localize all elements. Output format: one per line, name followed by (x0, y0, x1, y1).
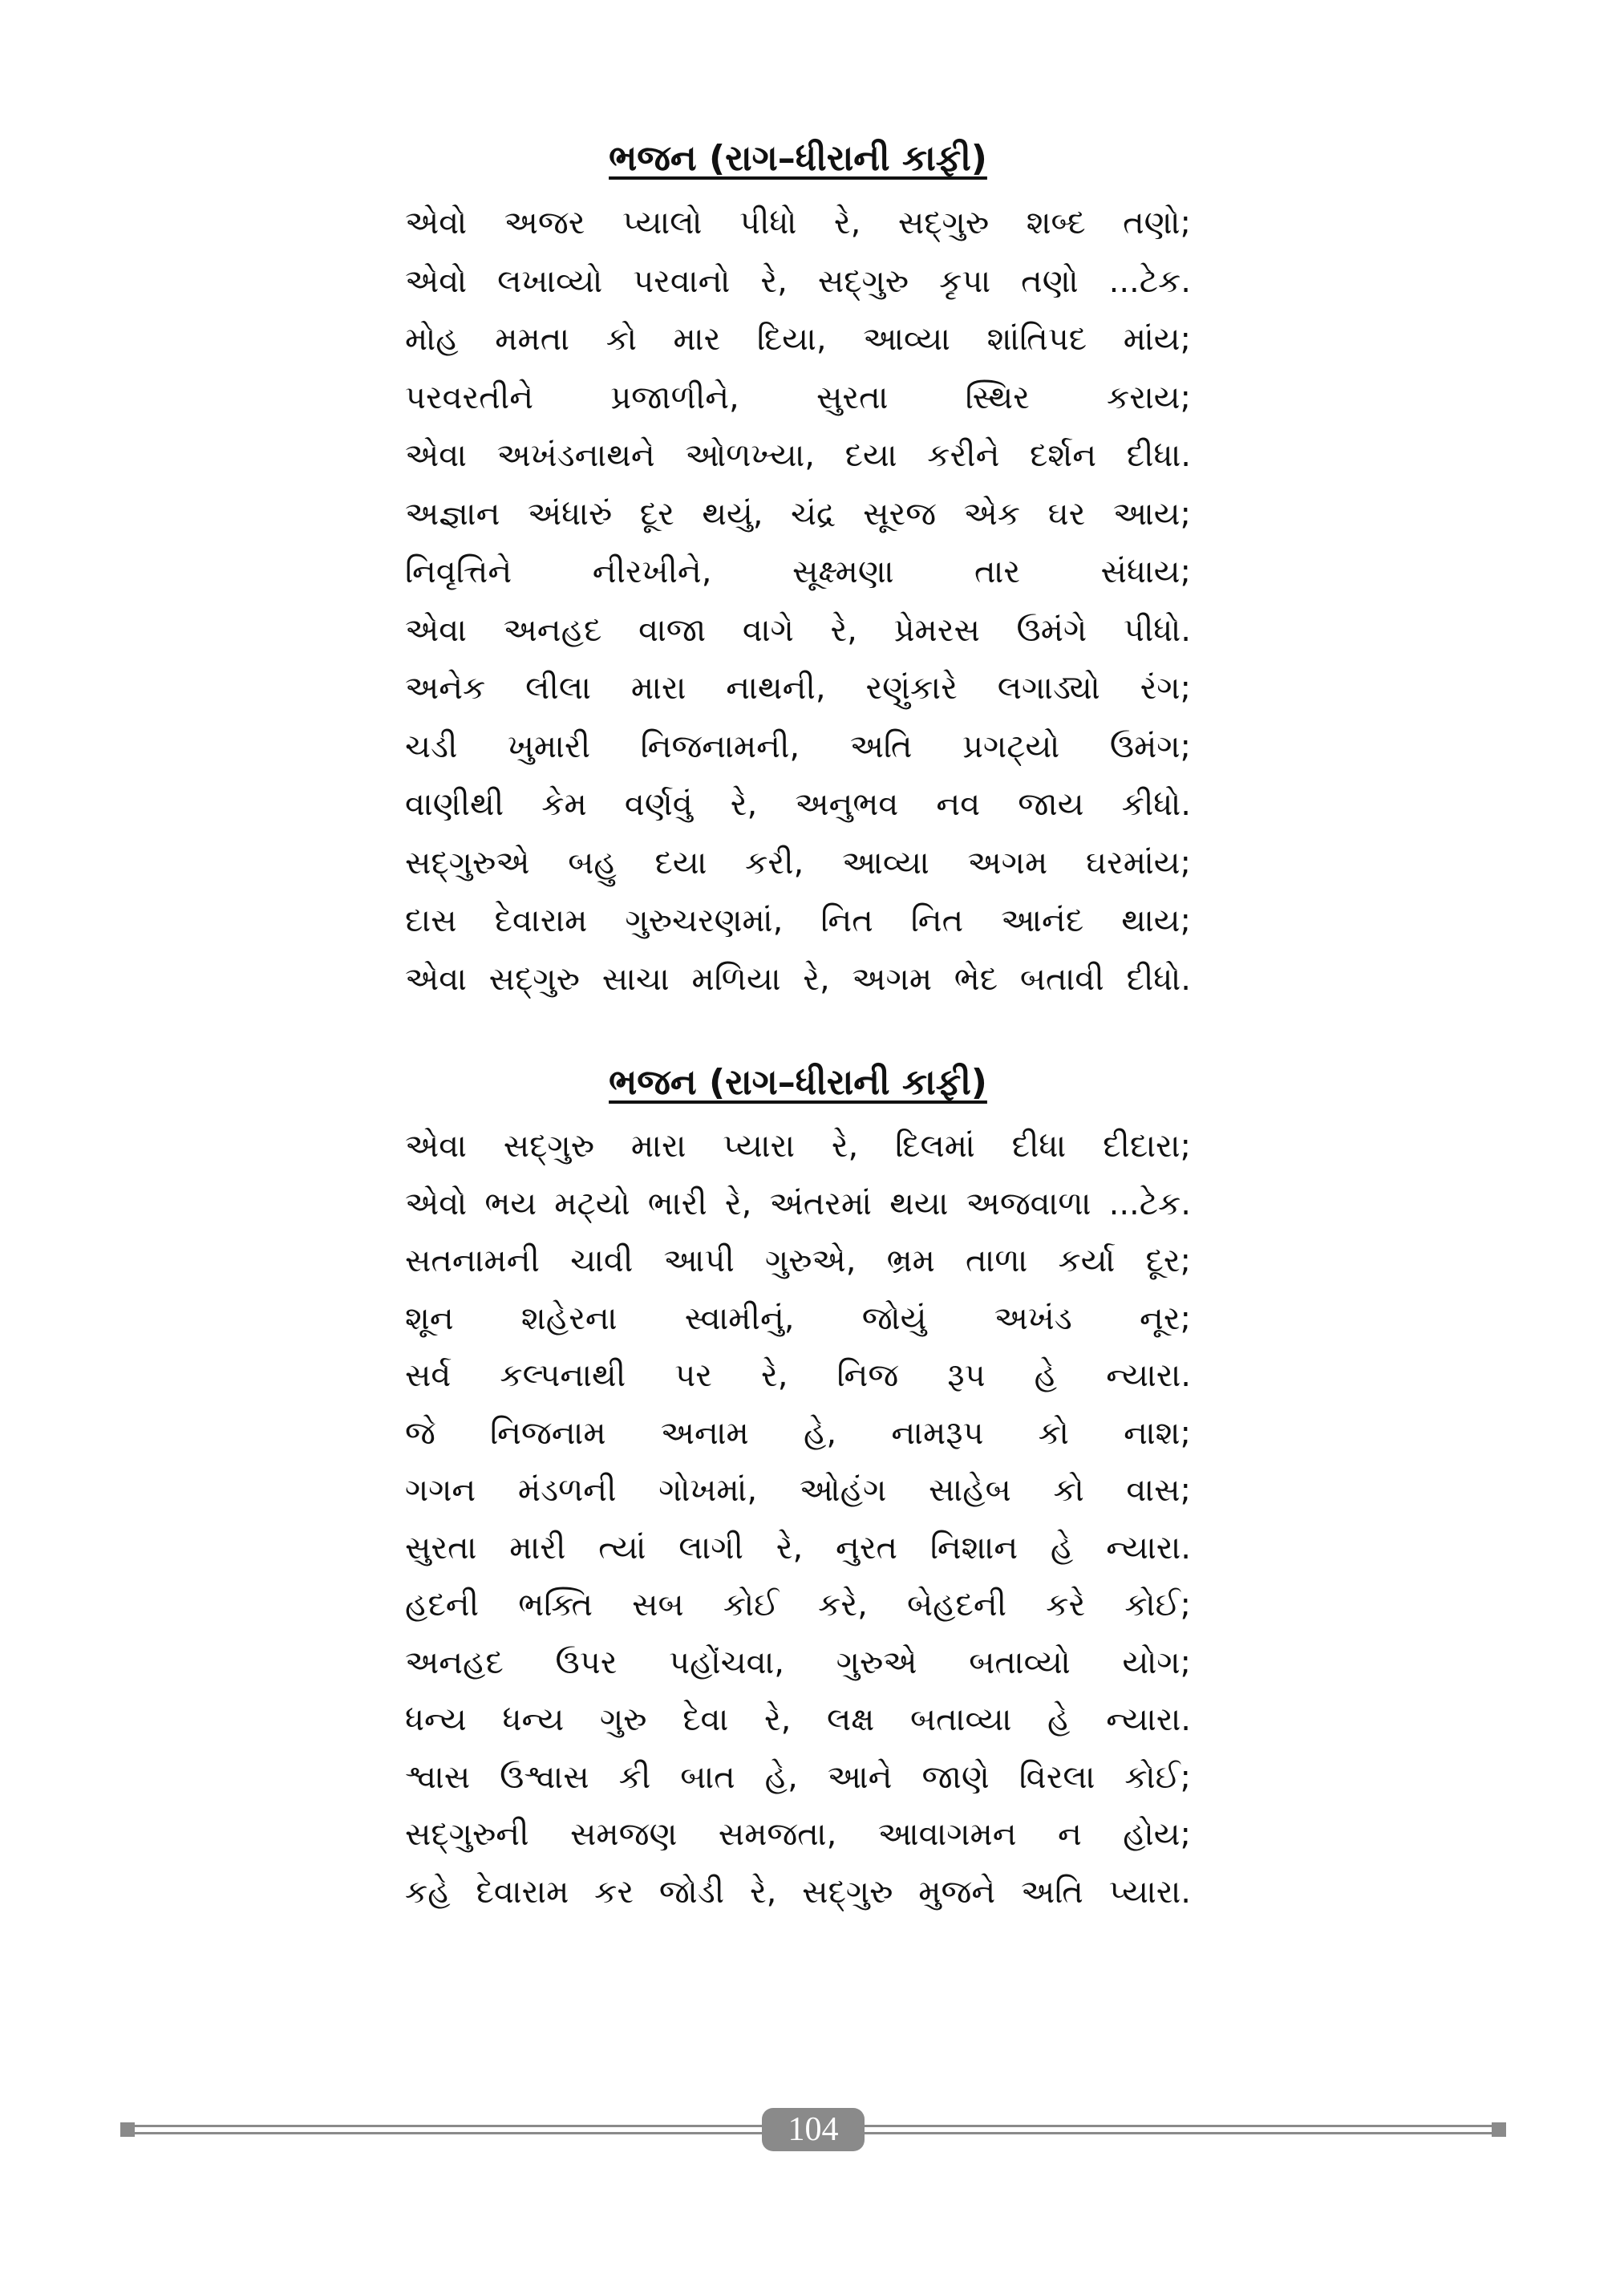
verse-line: એવો ભય મટ્યો ભારી રે, અંતરમાં થયા અજવાળા ...ટેક. (405, 1185, 1191, 1222)
verse-line: શ્વાસ ઉશ્વાસ કી બાત હે, આને જાણે વિરલા કોઈ; (405, 1758, 1191, 1796)
bhajan-heading: ભજન (રાગ–ધીરાની કાફી) (609, 138, 987, 179)
verse-line: વાણીથી કેમ વર્ણવું રે, અનુભવ નવ જાય કીધો. (405, 786, 1191, 823)
verse-line: અનેક લીલા મારા નાથની, રણુંકારે લગાડ્યો રંગ; (405, 670, 1191, 707)
verse-line: કહે દેવારામ કર જોડી રે, સદ્‌ગુરુ મુજને અતિ પ્યારા. (405, 1873, 1191, 1911)
verse-line: એવા અખંડનાથને ઓળખ્યા, દયા કરીને દર્શન દીધા. (405, 437, 1191, 474)
footer-rule-right (865, 2125, 1506, 2134)
verse-line: એવો અજર પ્યાલો પીધો રે, સદ્‌ગુરુ શબ્દ તણો; (405, 205, 1191, 241)
verse-line: એવા સદ્‌ગુરુ મારા પ્યારા રે, દિલમાં દીધા દીદારા; (405, 1128, 1191, 1165)
verse-line: સદ્‌ગુરુએ બહુ દયા કરી, આવ્યા અગમ ઘરમાંય; (405, 844, 1191, 882)
verse-line: મોહ મમતા કો માર દિયા, આવ્યા શાંતિપદ માંય; (405, 321, 1191, 358)
verse-line: એવો લખાવ્યો પરવાનો રે, સદ્‌ગુરુ કૃપા તણો ...ટેક. (405, 262, 1191, 300)
verse-line: ચડી ખુમારી નિજનામની, અતિ પ્રગટ્યો ઉમંગ; (405, 728, 1191, 765)
bhajan-section-2 (405, 1059, 1191, 1921)
verse-block (405, 1118, 1191, 1921)
footer-rule-cap-right (1492, 2122, 1506, 2137)
footer-rule-cap-left (120, 2122, 135, 2137)
verse-line: ધન્ય ધન્ય ગુરુ દેવા રે, લક્ષ બતાવ્યા હે ન્યારા. (405, 1701, 1191, 1738)
verse-line: સુરતા મારી ત્યાં લાગી રે, નુરત નિશાન હે ન્યારા. (405, 1529, 1191, 1567)
verse-line: પરવરતીને પ્રજાળીને, સુરતા સ્થિર કરાય; (405, 379, 1191, 416)
verse-line: એવા અનહદ વાજા વાગે રે, પ્રેમરસ ઉમંગે પીધો. (405, 611, 1191, 649)
verse-line: એવા સદ્‌ગુરુ સાચા મળિયા રે, અગમ ભેદ બતાવી દીધો. (405, 960, 1191, 998)
verse-line: શૂન શહેરના સ્વામીનું, જોયું અખંડ નૂર; (405, 1299, 1191, 1337)
verse-line: સદ્‌ગુરુની સમજણ સમજતા, આવાગમન ન હોય; (405, 1816, 1191, 1853)
bhajan-heading: ભજન (રાગ–ધીરાની કાફી) (609, 1062, 987, 1103)
verse-line: સતનામની ચાવી આપી ગુરુએ, ભ્રમ તાળા કર્યા દૂર; (405, 1242, 1191, 1279)
verse-line: હદની ભક્તિ સબ કોઈ કરે, બેહદની કરે કોઈ; (405, 1587, 1191, 1623)
verse-line: અનહદ ઉપર પહોંચવા, ગુરુએ બતાવ્યો યોગ; (405, 1644, 1191, 1681)
page-number: 104 (762, 2108, 865, 2151)
verse-line: અજ્ઞાન અંધારું દૂર થયું, ચંદ્ર સૂરજ એક ઘર આય; (405, 495, 1191, 533)
verse-block (405, 194, 1191, 1008)
bhajan-section-1 (405, 135, 1191, 1008)
verse-line: નિવૃત્તિને નીરખીને, સૂક્ષ્મણા તાર સંધાય; (405, 553, 1191, 590)
verse-line: દાસ દેવારામ ગુરુચરણમાં, નિત નિત આનંદ થાય; (405, 902, 1191, 939)
verse-line: જે નિજનામ અનામ હે, નામરૂપ કો નાશ; (405, 1414, 1191, 1452)
verse-line: સર્વ કલ્પનાથી પર રે, નિજ રૂપ હે ન્યારા. (405, 1357, 1191, 1394)
footer-rule-left (120, 2125, 762, 2134)
verse-line: ગગન મંડળની ગોખમાં, ઓહંગ સાહેબ કો વાસ; (405, 1472, 1191, 1509)
